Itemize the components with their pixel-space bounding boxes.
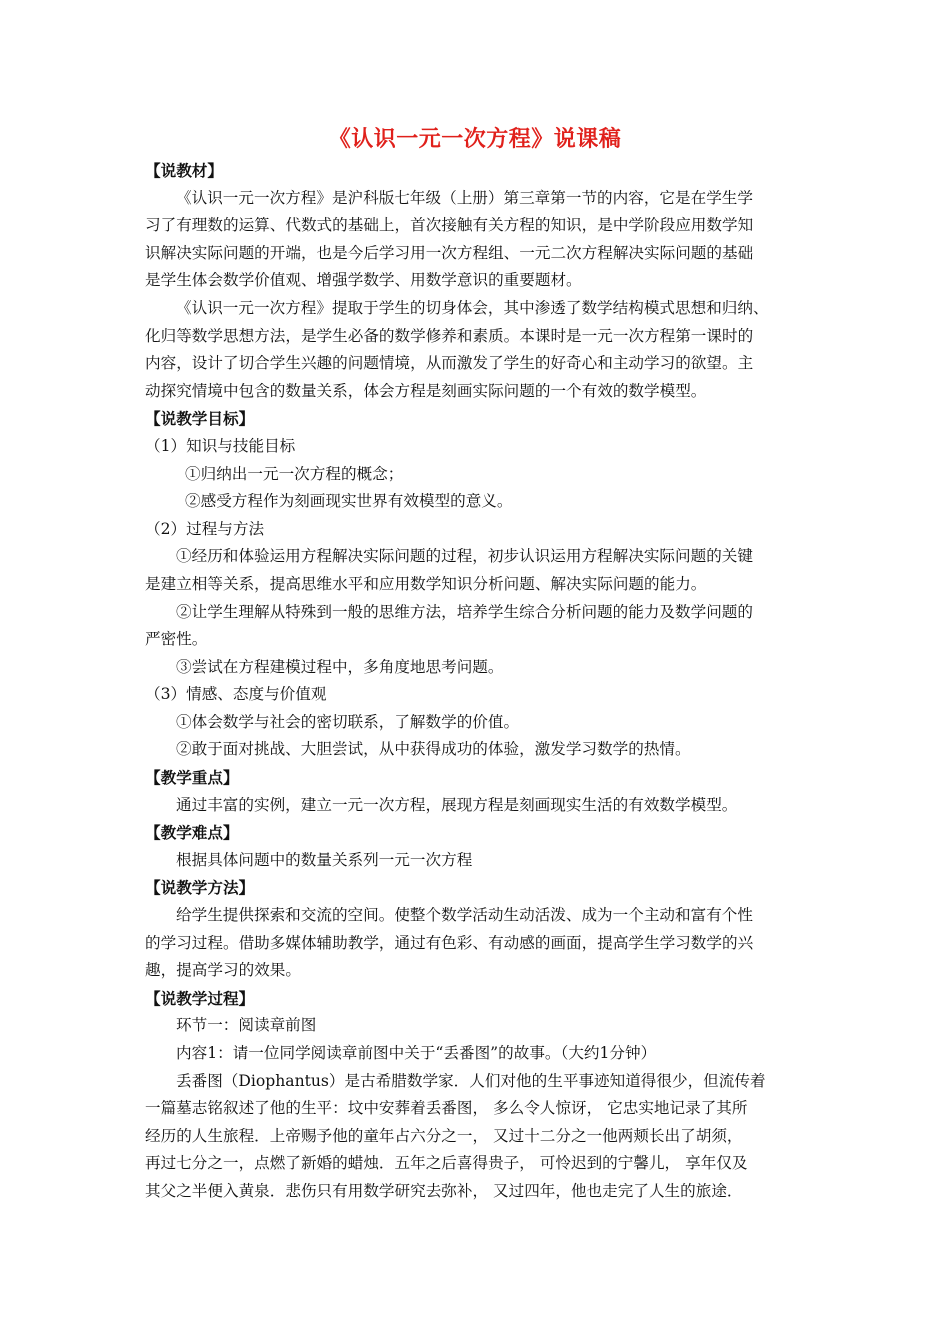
- paragraph-line: 丢番图（Diophantus）是古希腊数学家．人们对他的生平事迹知道得很少，但流传着: [176, 1071, 766, 1090]
- paragraph-line: 给学生提供探索和交流的空间。使整个数学活动生动活泼、成为一个主动和富有个性: [176, 906, 753, 925]
- paragraph-line: 再过七分之一，点燃了新婚的蜡烛．五年之后喜得贵子， 可怜迟到的宁馨儿， 享年仅及: [145, 1154, 748, 1173]
- document-body: [145, 157, 805, 1206]
- paragraph-line: ①归纳出一元一次方程的概念；: [185, 464, 404, 483]
- paragraph-line: 其父之半便入黄泉．悲伤只有用数学研究去弥补， 又过四年，他也走完了人生的旅途．: [145, 1181, 743, 1200]
- paragraph-line: 趣，提高学习的效果。: [145, 961, 301, 980]
- paragraph-line: 环节一：阅读章前图: [176, 1016, 317, 1035]
- document-title: 《认识一元一次方程》说课稿: [328, 126, 622, 152]
- section-heading: 【说教学过程】: [145, 988, 255, 1008]
- section-heading: 【说教学方法】: [145, 878, 255, 898]
- paragraph-line: ①体会数学与社会的密切联系，了解数学的价值。: [176, 712, 520, 731]
- section-heading: 【教学重点】: [145, 768, 239, 788]
- paragraph-line: 经历的人生旅程．上帝赐予他的童年占六分之一， 又过十二分之一他两颊长出了胡须，: [145, 1126, 743, 1145]
- paragraph-line: （2）过程与方法: [145, 519, 265, 538]
- paragraph-line: 动探究情境中包含的数量关系，体会方程是刻画实际问题的一个有效的数学模型。: [145, 381, 707, 400]
- paragraph-line: 严密性。: [145, 630, 208, 649]
- paragraph-line: 是建立相等关系，提高思维水平和应用数学知识分析问题、解决实际问题的能力。: [145, 574, 707, 593]
- paragraph-line: 化归等数学思想方法，是学生必备的数学修养和素质。本课时是一元一次方程第一课时的: [145, 326, 754, 345]
- paragraph-line: 是学生体会数学价值观、增强学数学、用数学意识的重要题材。: [145, 271, 582, 290]
- section-heading: 【说教材】: [145, 161, 223, 180]
- paragraph-line: 《认识一元一次方程》是沪科版七年级（上册）第三章第一节的内容，它是在学生学: [176, 188, 753, 207]
- section-heading: 【教学难点】: [145, 823, 239, 843]
- paragraph-line: 习了有理数的运算、代数式的基础上，首次接触有关方程的知识，是中学阶段应用数学知: [145, 216, 754, 235]
- paragraph-line: （1）知识与技能目标: [145, 436, 296, 455]
- paragraph-line: （3）情感、态度与价值观: [145, 685, 327, 704]
- paragraph-line: 内容，设计了切合学生兴趣的问题情境，从而激发了学生的好奇心和主动学习的欲望。主: [145, 354, 754, 373]
- paragraph-line: ②感受方程作为刻画现实世界有效模型的意义。: [185, 492, 513, 511]
- paragraph-line: ①经历和体验运用方程解决实际问题的过程，初步认识运用方程解决实际问题的关键: [176, 547, 753, 566]
- paragraph-line: ②让学生理解从特殊到一般的思维方法，培养学生综合分析问题的能力及数学问题的: [176, 602, 753, 621]
- paragraph-line: 识解决实际问题的开端，也是今后学习用一次方程组、一元二次方程解决实际问题的基础: [145, 243, 754, 262]
- paragraph-line: 《认识一元一次方程》提取于学生的切身体会，其中渗透了数学结构模式思想和归纳、: [176, 298, 769, 317]
- paragraph-line: 一篇墓志铭叙述了他的生平：坟中安葬着丢番图， 多么令人惊讶， 它忠实地记录了其所: [145, 1099, 748, 1118]
- paragraph-line: ③尝试在方程建模过程中，多角度地思考问题。: [176, 657, 504, 676]
- paragraph-line: 内容1：请一位同学阅读章前图中关于“丢番图”的故事。（大约1分钟）: [176, 1044, 657, 1062]
- section-heading: 【说教学目标】: [145, 409, 255, 429]
- paragraph-line: 的学习过程。借助多媒体辅助教学，通过有色彩、有动感的画面，提高学生学习数学的兴: [145, 933, 754, 952]
- paragraph-line: 通过丰富的实例，建立一元一次方程，展现方程是刻画现实生活的有效数学模型。: [176, 795, 738, 814]
- paragraph-line: ②敢于面对挑战、大胆尝试，从中获得成功的体验，激发学习数学的热情。: [176, 740, 691, 759]
- paragraph-line: 根据具体问题中的数量关系列一元一次方程: [176, 850, 473, 869]
